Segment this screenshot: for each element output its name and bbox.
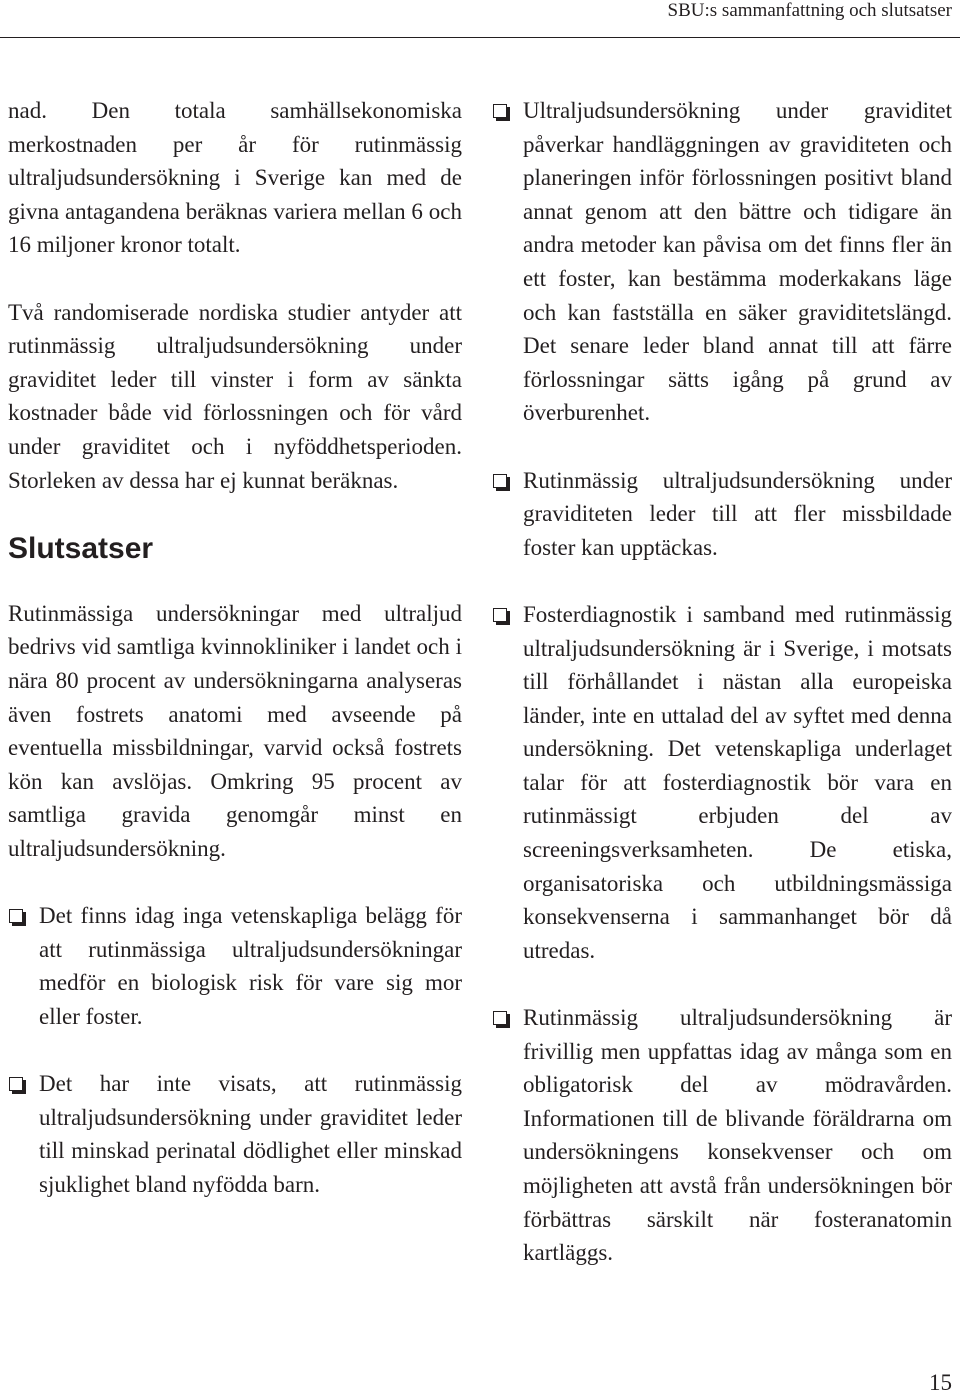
conclusion-item	[492, 464, 952, 565]
checkbox-icon	[9, 909, 23, 923]
conclusion-text: Det finns idag inga vetenskapliga belägg för att rutinmässiga ultraljudsundersökningar medför en biologisk risk för vare sig mor eller foster.	[39, 903, 462, 1029]
conclusion-text: Fosterdiagnostik i samband med rutinmässig ultraljudsundersökning är i Sverige, i motsats till förhållandet i nästan alla europeiska länder, inte en uttalad del av syftet med denna undersökning. Det vetenskapliga underlaget talar för att fosterdiagnostik bör vara en rutinmässigt erbjuden del av screeningsverksamheten. De etiska, organisatoriska och utbildningsmässiga konsekvenserna i sammanhanget bör då utredas.	[523, 601, 952, 963]
conclusion-item	[8, 899, 462, 1033]
conclusion-item	[492, 598, 952, 968]
body-paragraph: Två randomiserade nordiska studier antyder att rutinmässig ultraljudsundersökning under graviditet leder till vinster i form av sänkta kostnader både vid förlossningen och för vård under graviditet och i nyföddhetsperioden. Storleken av dessa har ej kunnat beräknas.	[8, 299, 462, 493]
right-column	[492, 94, 952, 1303]
checkbox-icon	[493, 104, 507, 118]
header-rule	[0, 37, 960, 38]
conclusion-item	[492, 94, 952, 430]
conclusion-item	[8, 1067, 462, 1201]
conclusion-text: Rutinmässig ultraljudsundersökning under graviditeten leder till att fler missbildade foster kan upptäckas.	[523, 467, 952, 560]
checkbox-icon	[493, 1011, 507, 1025]
conclusion-item	[492, 1001, 952, 1270]
conclusion-text: Ultraljudsundersökning under graviditet påverkar handläggningen av graviditeten och planeringen inför förlossningen positivt bland annat genom att den bättre och tidigare än andra metoder kan påvisa om det finns fler än ett foster, kan bestämma moderkakans läge och kan fastställa en säker graviditetslängd. Det senare leder bland annat till att färre förlossningar sätts igång på grund av överburenhet.	[523, 98, 952, 426]
checkbox-icon	[9, 1077, 23, 1091]
body-paragraph: Rutinmässiga undersökningar med ultraljud bedrivs vid samtliga kvinnokliniker i landet och i nära 80 procent av undersökningarna analyseras även fostrets anatomi med avseende på eventuella missbildningar, varvid också fostrets kön kan avslöjas. Omkring 95 procent av samtliga gravida genomgår minst en ultraljudsundersökning.	[8, 600, 462, 861]
section-heading: Slutsatser	[8, 531, 154, 565]
conclusion-text: Det har inte visats, att rutinmässig ultraljudsundersökning under graviditet leder till minskad perinatal dödlighet eller minskad sjuklighet bland nyfödda barn.	[39, 1071, 462, 1197]
left-column	[8, 94, 462, 1235]
conclusion-text: Rutinmässig ultraljudsundersökning är frivillig men uppfattas idag av många som en obligatorisk del av mödravården. Informationen till de blivande föräldrarna om undersökningens konsekvenser och om möjligheten att avstå från undersökningen bör förbättras särskilt när fosteranatomin kartläggs.	[523, 1005, 952, 1266]
running-header: SBU:s sammanfattning och slutsatser	[667, 0, 952, 21]
checkbox-icon	[493, 474, 507, 488]
checkbox-icon	[493, 608, 507, 622]
body-paragraph: nad. Den totala samhällsekonomiska merkostnaden per år för rutinmässig ultraljudsundersökning i Sverige kan med de givna antagandena beräknas variera mellan 6 och 16 miljoner kronor totalt.	[8, 98, 462, 258]
page-number: 15	[929, 1370, 952, 1395]
